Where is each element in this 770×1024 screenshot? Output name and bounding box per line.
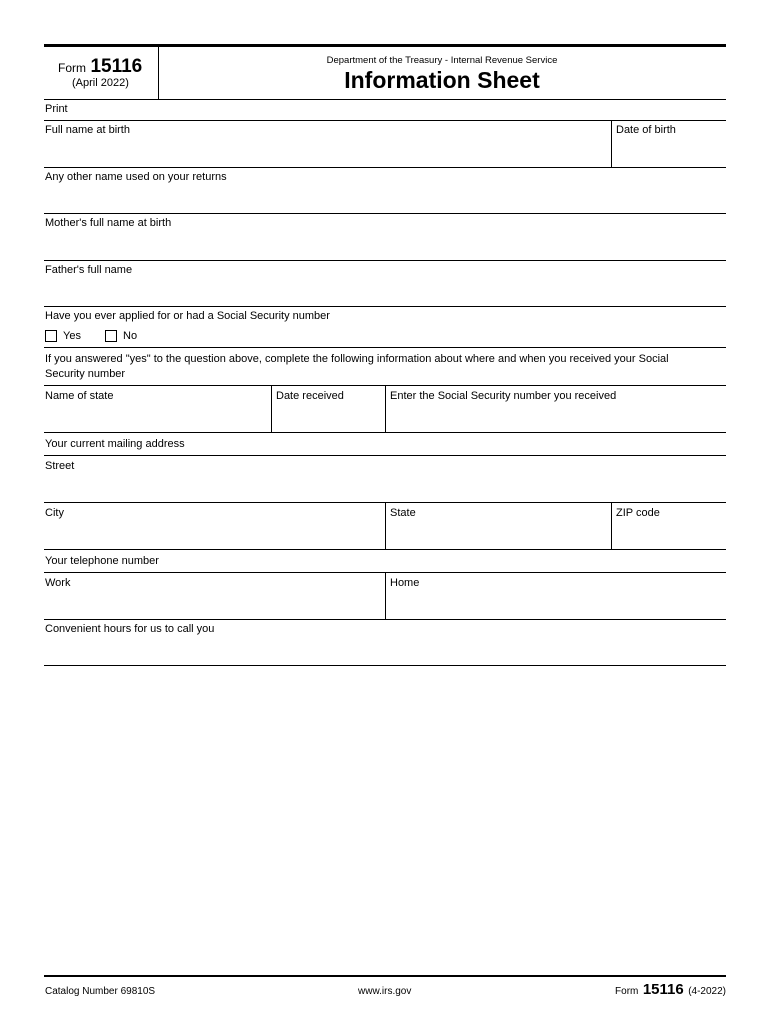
date-of-birth-field[interactable] [612,138,726,166]
no-label: No [123,330,138,342]
rule-13 [44,619,726,620]
page-title: Information Sheet [344,67,540,93]
name-of-state-field[interactable] [44,404,270,432]
work-phone-label: Work [45,577,71,589]
print-label: Print [45,103,68,115]
footer-form-word: Form [615,986,639,997]
footer-revision: (4-2022) [688,986,726,997]
date-received-field[interactable] [272,404,384,432]
street-label: Street [45,460,75,472]
rule-3 [44,213,726,214]
footer-form-number: 15116 [642,981,684,998]
home-phone-label: Home [390,577,420,589]
footer-form-id [615,981,726,999]
website: www.irs.gov [358,986,412,997]
rule-8 [44,432,726,433]
other-name-label: Any other name used on your returns [45,171,227,183]
hours-label: Convenient hours for us to call you [45,623,215,635]
rule-14 [44,665,726,666]
rule-2 [44,167,726,168]
yes-checkbox[interactable] [45,330,57,342]
date-received-label: Date received [276,390,344,402]
ssn-received-field[interactable] [386,404,726,432]
header-top-rule [44,44,726,47]
agency-line: Department of the Treasury - Internal Revenue Service [326,55,558,66]
form-id [58,56,142,78]
rule-9 [44,455,726,456]
state-field[interactable] [386,521,610,549]
mothers-name-label: Mother's full name at birth [45,217,172,229]
state-label: State [390,507,416,519]
ssn-question-label: Have you ever applied for or had a Social Security number [45,310,330,322]
other-name-field[interactable] [44,185,726,213]
mothers-name-field[interactable] [44,231,726,259]
date-of-birth-label: Date of birth [616,124,676,136]
full-name-label: Full name at birth [45,124,130,136]
home-phone-field[interactable] [386,591,726,619]
rule-6 [44,347,726,348]
form-number: 15116 [90,56,143,77]
if-yes-line-1: If you answered "yes" to the question above, complete the following information about where and when you received your Social [45,353,669,365]
rule-5 [44,306,726,307]
zip-field[interactable] [612,521,726,549]
mailing-address-label: Your current mailing address [45,438,185,450]
hours-field[interactable] [44,637,726,665]
street-field[interactable] [44,474,726,502]
no-checkbox[interactable] [105,330,117,342]
ssn-received-label: Enter the Social Security number you received [390,390,617,402]
footer-rule [44,975,726,977]
telephone-label: Your telephone number [45,555,159,567]
form-word: Form [58,61,86,75]
city-field[interactable] [44,521,384,549]
fathers-name-field[interactable] [44,278,726,306]
if-yes-line-2: Security number [45,368,126,380]
work-phone-field[interactable] [44,591,384,619]
yes-label: Yes [63,330,81,342]
name-of-state-label: Name of state [45,390,114,402]
zip-label: ZIP code [616,507,660,519]
rule-11 [44,549,726,550]
city-label: City [45,507,64,519]
rule-4 [44,260,726,261]
fathers-name-label: Father's full name [45,264,133,276]
header-bottom-rule [44,99,726,100]
form-revision: (April 2022) [72,77,129,89]
rule-1 [44,120,726,121]
full-name-field[interactable] [44,138,610,166]
catalog-number: Catalog Number 69810S [45,986,156,997]
